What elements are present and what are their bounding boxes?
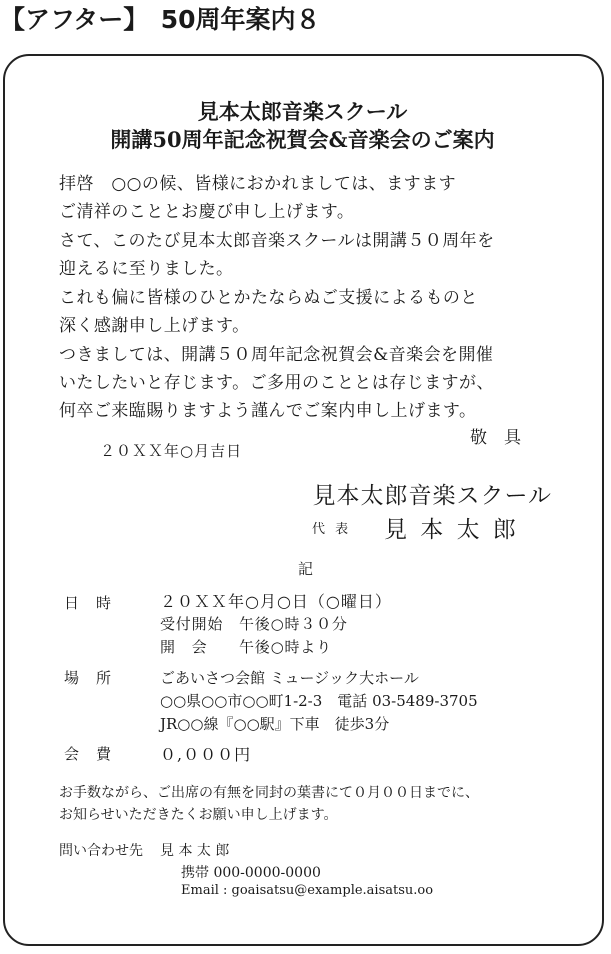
- body-line: いたしたいと存じます。ご多用のこととは存じますが、: [59, 373, 494, 393]
- place-label: 場 所: [64, 669, 113, 687]
- fee-label: 会 費: [64, 745, 113, 763]
- body-line: これも偏に皆様のひとかたならぬご支援によるものと: [59, 288, 478, 308]
- contact-label: 問い合わせ先: [59, 843, 143, 859]
- sender-organization: 見本太郎音楽スクール: [312, 483, 552, 509]
- rsvp-note-line: お知らせいただきたくお願い申し上げます。: [59, 807, 338, 823]
- reception-time: 受付開始 午後○時３０分: [160, 615, 348, 633]
- time-label: 日 時: [64, 594, 113, 612]
- venue-address: ○○県○○市○○町1-2-3 電話 03-5489-3705: [160, 692, 478, 710]
- school-name-heading: 見本太郎音楽スクール: [197, 99, 408, 124]
- closing-keigu: 敬 具: [470, 428, 521, 448]
- contact-name: 見 本 太 郎: [160, 843, 230, 859]
- rsvp-note-line: お手数ながら、ご出席の有無を同封の葉書にて０月００日までに、: [59, 785, 479, 801]
- fee-value: ０,０００円: [160, 745, 252, 764]
- page-header: 【アフター】 50周年案内８: [0, 5, 321, 34]
- venue-name: ごあいさつ会館 ミュージック大ホール: [160, 669, 419, 687]
- body-line: 何卒ご来臨賜りますよう謹んでご案内申し上げます。: [59, 401, 477, 421]
- event-title-heading: 開講50周年記念祝賀会&音楽会のご案内: [110, 127, 495, 152]
- body-line: つきましては、開講５０周年記念祝賀会&音楽会を開催: [59, 345, 494, 365]
- sender-name: 見 本 太 郎: [384, 517, 519, 543]
- letter-date: ２０ＸＸ年○月吉日: [100, 442, 243, 460]
- ki-heading: 記: [298, 560, 314, 578]
- contact-email: Email : goaisatsu@example.aisatsu.oo: [181, 883, 434, 898]
- venue-access: JR○○線『○○駅』下車 徒歩3分: [160, 715, 390, 733]
- body-line: 深く感謝申し上げます。: [59, 316, 250, 336]
- body-line: 迎えるに至りました。: [59, 259, 234, 279]
- event-date: ２０ＸＸ年○月○日（○曜日）: [160, 592, 392, 611]
- sender-role: 代 表: [312, 522, 352, 537]
- opening-time: 開 会 午後○時より: [160, 638, 332, 656]
- body-line: さて、このたび見本太郎音楽スクールは開講５０周年を: [59, 231, 495, 251]
- body-line: 拝啓 ○○の候、皆様におかれましては、ますます: [59, 174, 457, 194]
- contact-mobile: 携帯 000-0000-0000: [181, 865, 321, 881]
- body-line: ご清祥のこととお慶び申し上げます。: [59, 202, 355, 222]
